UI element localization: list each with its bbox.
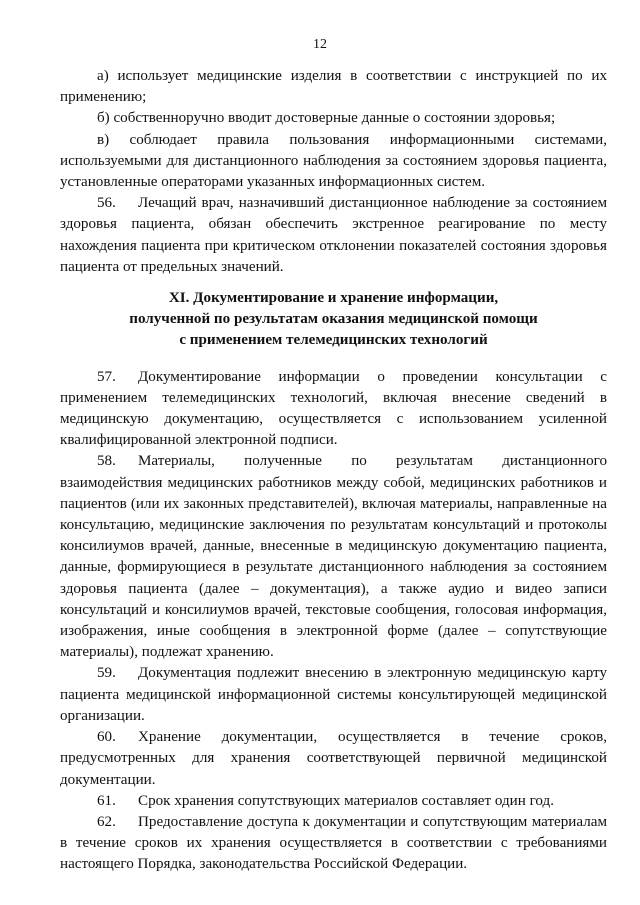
item-a: а) использует медицинские изделия в соответствии с инструкцией по их применению; [60,68,607,106]
section-heading-line-3: с применением телемедицинских технологий [179,332,488,349]
document-body [60,66,607,876]
item-v: в) соблюдает правила пользования информационными системами, используемыми для дистанционного наблюдения за состоянием здоровья пациента, установленные операторами указанных информационных систем. [60,131,607,191]
paragraph-text: Хранение документации, осуществляется в течение сроков, предусмотренных для хранения соответствующей первичной медицинской документации. [60,729,607,788]
paragraph-number: 59. [97,665,116,682]
paragraph-text: Документирование информации о проведении консультации с применением телемедицинских технологий, включая внесение сведений в медицинскую документацию, осуществляется с использованием усиленной квалифицированной электронной подписи. [60,368,607,449]
paragraph-61 [60,791,607,812]
item-b: б) собственноручно вводит достоверные данные о состоянии здоровья; [97,110,556,127]
paragraph-number: 62. [97,813,116,830]
paragraph-62 [60,812,607,876]
paragraph-text: Материалы, полученные по результатам дистанционного взаимодействия медицинских работников между собой, медицинских работников и пациентов (или их законных представителей), включая материалы, направленные на консультацию, медицинские заключения по результатам консультаций и протоколы консилиумов врачей, данные, внесенные в медицинскую документацию пациента, данные, формирующиеся в результате дистанционного наблюдения за состоянием здоровья пациента (далее – документация), а также аудио и видео записи консультаций и консилиумов врачей, текстовые сообщения, голосовая информация, изображения, иные сообщения в электронной форме (далее – сопутствующие материалы), подлежат хранению. [60,453,607,661]
paragraph-59 [60,663,607,727]
paragraph-number: 58. [97,453,116,470]
section-heading-line-1: XI. Документирование и хранение информации, [168,290,499,307]
section-heading-line-2: полученной по результатам оказания медицинской помощи [129,311,538,328]
section-heading [60,288,607,352]
paragraph-text: Лечащий врач, назначивший дистанционное наблюдение за состоянием здоровья пациента, обязан обеспечить экстренное реагирование по месту нахождения пациента при критическом отклонении показателей состояния здоровья пациента от предельных значений. [60,195,607,275]
paragraph-text: Предоставление доступа к документации и сопутствующим материалам в течение сроков их хранения осуществляется в соответствии с требованиями настоящего Порядка, законодательства Российской Федерации. [60,813,607,873]
paragraph-number: 57. [97,368,116,385]
page-number: 12 [313,37,327,52]
paragraph-58 [60,451,607,663]
paragraph-number: 56. [97,195,116,212]
paragraph-text: Документация подлежит внесению в электронную медицинскую карту пациента медицинской информационной системы консультирующей медицинской организации. [60,665,607,724]
paragraph-56 [60,193,607,278]
paragraph-57 [60,367,607,452]
paragraph-number: 61. [97,792,116,809]
paragraph-number: 60. [97,729,116,746]
paragraph-60 [60,727,607,791]
paragraph-text: Срок хранения сопутствующих материалов составляет один год. [138,792,554,809]
